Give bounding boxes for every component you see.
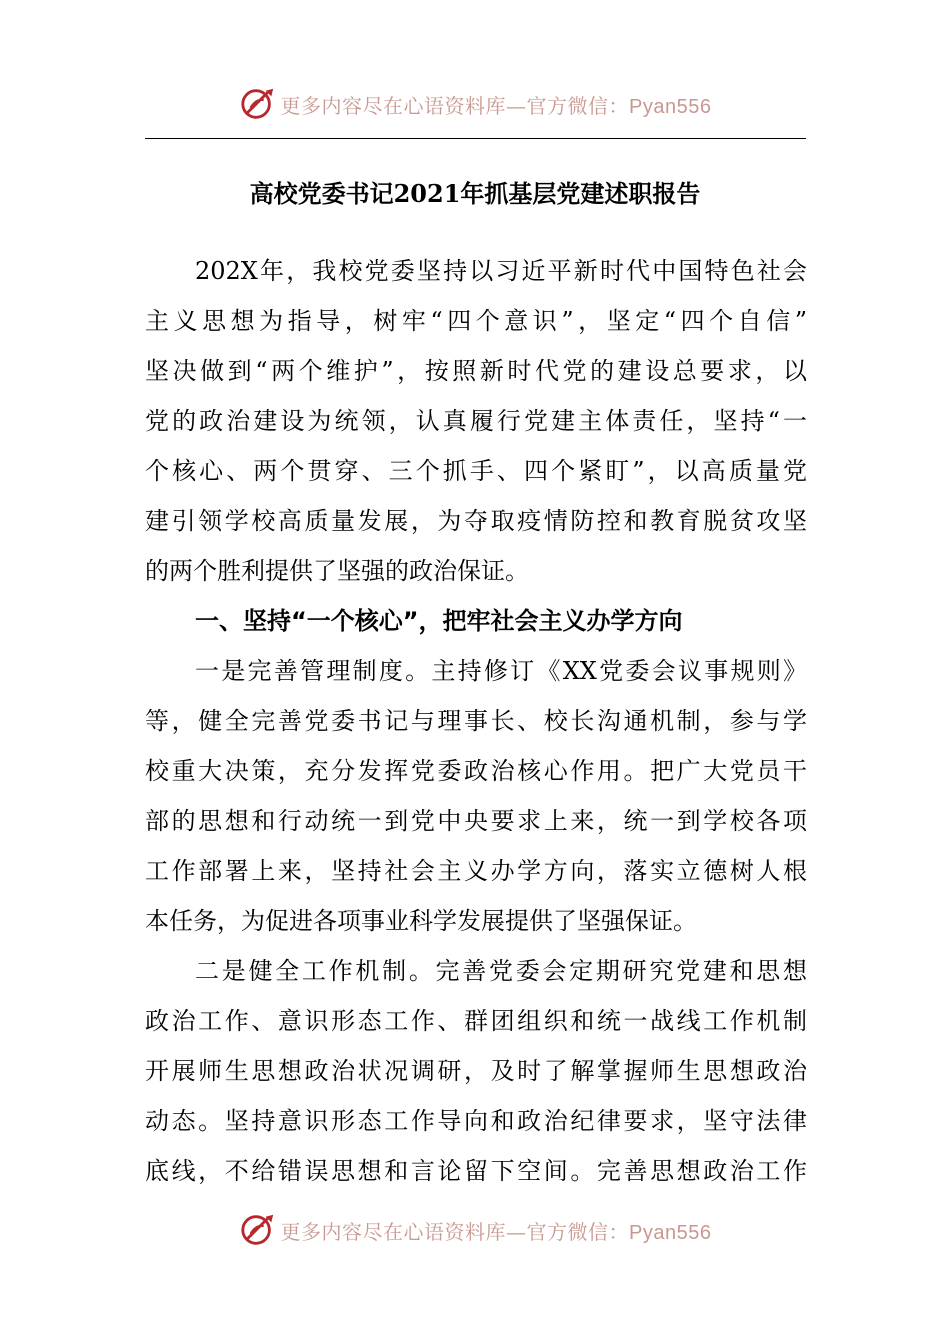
- body-line: 动态。坚持意识形态工作导向和政治纪律要求，坚守法律: [145, 1107, 807, 1135]
- body-line: 底线，不给错误思想和言论留下空间。完善思想政治工作: [145, 1157, 807, 1185]
- banner-handle: Pyan556: [629, 1221, 712, 1244]
- pen-logo-icon: [239, 85, 277, 123]
- body-line: 202X年，我校党委坚持以习近平新时代中国特色社会: [195, 257, 807, 285]
- body-line: 党的政治建设为统领，认真履行党建主体责任，坚持“一: [145, 407, 807, 435]
- body-line: 校重大决策，充分发挥党委政治核心作用。把广大党员干: [145, 757, 807, 785]
- document-body: [145, 246, 807, 1196]
- body-line: 部的思想和行动统一到党中央要求上来，统一到学校各项: [145, 807, 807, 835]
- body-line: 政治工作、意识形态工作、群团组织和统一战线工作机制: [145, 1007, 807, 1035]
- body-line: 个核心、两个贯穿、三个抓手、四个紧盯”，以高质量党: [145, 457, 807, 485]
- banner-text: [281, 90, 712, 119]
- body-line: 建引领学校高质量发展，为夺取疫情防控和教育脱贫攻坚: [145, 507, 807, 535]
- body-line: 工作部署上来，坚持社会主义办学方向，落实立德树人根: [145, 857, 807, 885]
- body-line: 坚决做到“两个维护”，按照新时代党的建设总要求，以: [145, 357, 807, 385]
- body-line: 本任务，为促进各项事业科学发展提供了坚强保证。: [145, 907, 697, 935]
- body-line: 二是健全工作机制。完善党委会定期研究党建和思想: [195, 957, 807, 985]
- header-rule: [145, 138, 806, 139]
- body-line: 等，健全完善党委书记与理事长、校长沟通机制，参与学: [145, 707, 807, 735]
- banner-label: 更多内容尽在心语资料库—官方微信：: [280, 93, 630, 118]
- section-heading: 一、坚持“一个核心”，把牢社会主义办学方向: [195, 607, 683, 635]
- banner-text: [281, 1216, 712, 1245]
- header-banner: [0, 82, 950, 126]
- body-line: 开展师生思想政治状况调研，及时了解掌握师生思想政治: [145, 1057, 807, 1085]
- pen-logo-icon: [239, 1211, 277, 1249]
- body-line: 主义思想为指导，树牢“四个意识”，坚定“四个自信”: [145, 307, 807, 335]
- banner-label: 更多内容尽在心语资料库—官方微信：: [280, 1219, 630, 1244]
- banner-handle: Pyan556: [629, 95, 712, 118]
- document-title: 高校党委书记2021年抓基层党建述职报告: [249, 179, 701, 208]
- body-line: 的两个胜利提供了坚强的政治保证。: [145, 557, 529, 585]
- footer-banner: [0, 1208, 950, 1252]
- body-line: 一是完善管理制度。主持修订《XX党委会议事规则》: [195, 657, 807, 685]
